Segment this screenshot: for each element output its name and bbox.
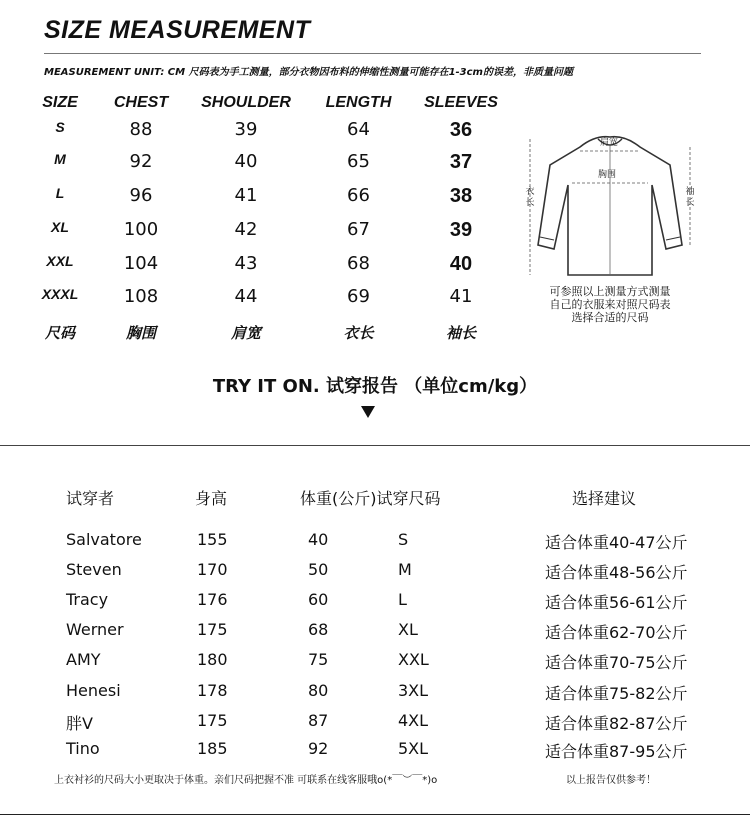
tester-weight: 60 — [308, 590, 329, 609]
size-row — [36, 119, 516, 149]
trial-row — [0, 681, 750, 705]
header-length: LENGTH — [325, 94, 392, 111]
section-divider — [0, 445, 750, 446]
length-cell: 68 — [347, 253, 370, 274]
tester-name: Werner — [66, 620, 124, 639]
trial-row — [0, 650, 750, 674]
tester-size: 5XL — [398, 739, 429, 758]
tester-weight: 68 — [308, 620, 329, 639]
footer-size: 尺码 — [44, 324, 75, 342]
header-chest: CHEST — [113, 94, 169, 111]
tester-size: S — [398, 530, 409, 549]
sleeves-cell: 37 — [449, 151, 473, 173]
size-cell: XXL — [46, 253, 74, 269]
tester-name: 胖V — [66, 714, 93, 733]
chest-cell: 96 — [129, 185, 153, 206]
footer-chest: 胸围 — [125, 324, 156, 342]
sleeves-cell: 41 — [449, 286, 473, 307]
length-cell: 65 — [347, 151, 370, 172]
trial-header-weight-size: 体重(公斤)试穿尺码 — [300, 489, 441, 508]
size-cell: M — [54, 151, 66, 167]
size-row — [36, 151, 516, 181]
chest-cell: 92 — [129, 151, 153, 172]
unit-note: MEASUREMENT UNIT: CM 尺码表为手工测量，部分衣物因布料的伸缩性测量可能存在1-3cm的误差，非质量问题 — [44, 67, 573, 78]
title-divider — [44, 53, 701, 54]
size-table-footer — [36, 322, 516, 352]
trial-row — [0, 530, 750, 554]
sleeves-cell: 40 — [449, 253, 473, 275]
diagram-label-chest: 胸围 — [598, 170, 617, 180]
tester-advice: 适合体重82-87公斤 — [545, 714, 688, 733]
header-size: SIZE — [42, 94, 78, 111]
tester-height: 175 — [197, 620, 228, 639]
diagram-note-line: 自己的衣服来对照尺码表 — [549, 298, 671, 311]
diagram-label-length: 衣长 — [525, 187, 535, 208]
tester-size: 3XL — [398, 681, 429, 700]
tester-weight: 50 — [308, 560, 329, 579]
footer-sleeves: 袖长 — [445, 324, 476, 342]
tester-weight: 40 — [308, 530, 329, 549]
tester-weight: 80 — [308, 681, 329, 700]
tester-advice: 适合体重70-75公斤 — [545, 653, 688, 672]
arrow-down-icon — [361, 406, 375, 418]
sleeves-cell: 36 — [449, 119, 473, 141]
tester-advice: 适合体重56-61公斤 — [545, 593, 688, 612]
tester-size: XL — [398, 620, 418, 639]
tester-size: 4XL — [398, 711, 429, 730]
footer-shoulder: 肩宽 — [230, 324, 261, 342]
shoulder-cell: 42 — [234, 219, 258, 240]
shoulder-cell: 41 — [234, 185, 258, 206]
tester-advice: 适合体重75-82公斤 — [545, 684, 688, 703]
trial-row — [0, 620, 750, 644]
tester-advice: 适合体重48-56公斤 — [545, 563, 688, 582]
bottom-disclaimer: 以上报告仅供参考！ — [566, 775, 656, 786]
tester-weight: 87 — [308, 711, 329, 730]
tester-size: M — [398, 560, 412, 579]
trial-header-height: 身高 — [195, 489, 228, 508]
trial-header-tester: 试穿者 — [66, 489, 115, 508]
tester-height: 178 — [197, 681, 228, 700]
shoulder-cell: 40 — [234, 151, 258, 172]
tester-name: Tracy — [66, 590, 109, 609]
tester-height: 175 — [197, 711, 228, 730]
tester-height: 155 — [197, 530, 228, 549]
diagram-label-sleeve: 袖长 — [685, 187, 695, 208]
shirt-icon — [520, 125, 700, 285]
length-cell: 67 — [347, 219, 370, 240]
chest-cell: 88 — [129, 119, 153, 140]
tester-height: 170 — [197, 560, 228, 579]
tester-name: Tino — [66, 739, 100, 758]
bottom-divider — [0, 814, 750, 815]
tester-size: L — [398, 590, 407, 609]
tryon-title: TRY IT ON. 试穿报告 （单位cm/kg） — [212, 376, 538, 397]
tester-name: Steven — [66, 560, 122, 579]
length-cell: 66 — [347, 185, 370, 206]
diagram-label-shoulder: 肩宽 — [600, 138, 619, 148]
shoulder-cell: 44 — [234, 286, 258, 307]
tester-name: AMY — [66, 650, 101, 669]
footer-length: 衣长 — [343, 324, 374, 342]
trial-header-advice: 选择建议 — [572, 489, 637, 508]
diagram-note-line: 可参照以上测量方式测量 — [549, 285, 671, 298]
trial-row — [0, 590, 750, 614]
shirt-measurement-diagram — [520, 125, 700, 285]
shoulder-cell: 43 — [234, 253, 258, 274]
size-row — [36, 253, 516, 283]
page-title: SIZE MEASUREMENT — [44, 16, 311, 44]
tester-height: 176 — [197, 590, 228, 609]
chest-cell: 100 — [123, 219, 159, 240]
diagram-note-line: 选择合适的尺码 — [571, 311, 649, 324]
chest-cell: 108 — [123, 286, 159, 307]
tester-height: 180 — [197, 650, 228, 669]
header-sleeves: SLEEVES — [424, 94, 498, 111]
size-row — [36, 185, 516, 215]
shoulder-cell: 39 — [234, 119, 258, 140]
tester-size: XXL — [398, 650, 429, 669]
size-cell: XL — [51, 219, 69, 235]
header-shoulder: SHOULDER — [201, 94, 291, 111]
trial-row — [0, 711, 750, 735]
tester-weight: 75 — [308, 650, 329, 669]
trial-row — [0, 739, 750, 763]
tester-height: 185 — [197, 739, 228, 758]
chest-cell: 104 — [123, 253, 159, 274]
size-cell: L — [55, 185, 65, 201]
sleeves-cell: 38 — [449, 185, 473, 207]
length-cell: 69 — [347, 286, 370, 307]
tester-weight: 92 — [308, 739, 329, 758]
tester-advice: 适合体重87-95公斤 — [545, 742, 688, 761]
tester-advice: 适合体重62-70公斤 — [545, 623, 688, 642]
sleeves-cell: 39 — [449, 219, 473, 241]
trial-table — [0, 530, 750, 770]
size-row — [36, 219, 516, 249]
size-row — [36, 286, 516, 316]
diagram-note — [520, 285, 700, 324]
bottom-note: 上衣衬衫的尺码大小更取决于体重。亲们尺码把握不准 可联系在线客服哦o(*￣︶￣*)o — [54, 775, 438, 786]
tester-advice: 适合体重40-47公斤 — [545, 533, 688, 552]
tester-name: Salvatore — [66, 530, 142, 549]
trial-row — [0, 560, 750, 584]
size-cell: S — [55, 119, 65, 135]
size-cell: XXXL — [41, 286, 79, 302]
tester-name: Henesi — [66, 681, 121, 700]
length-cell: 64 — [347, 119, 370, 140]
